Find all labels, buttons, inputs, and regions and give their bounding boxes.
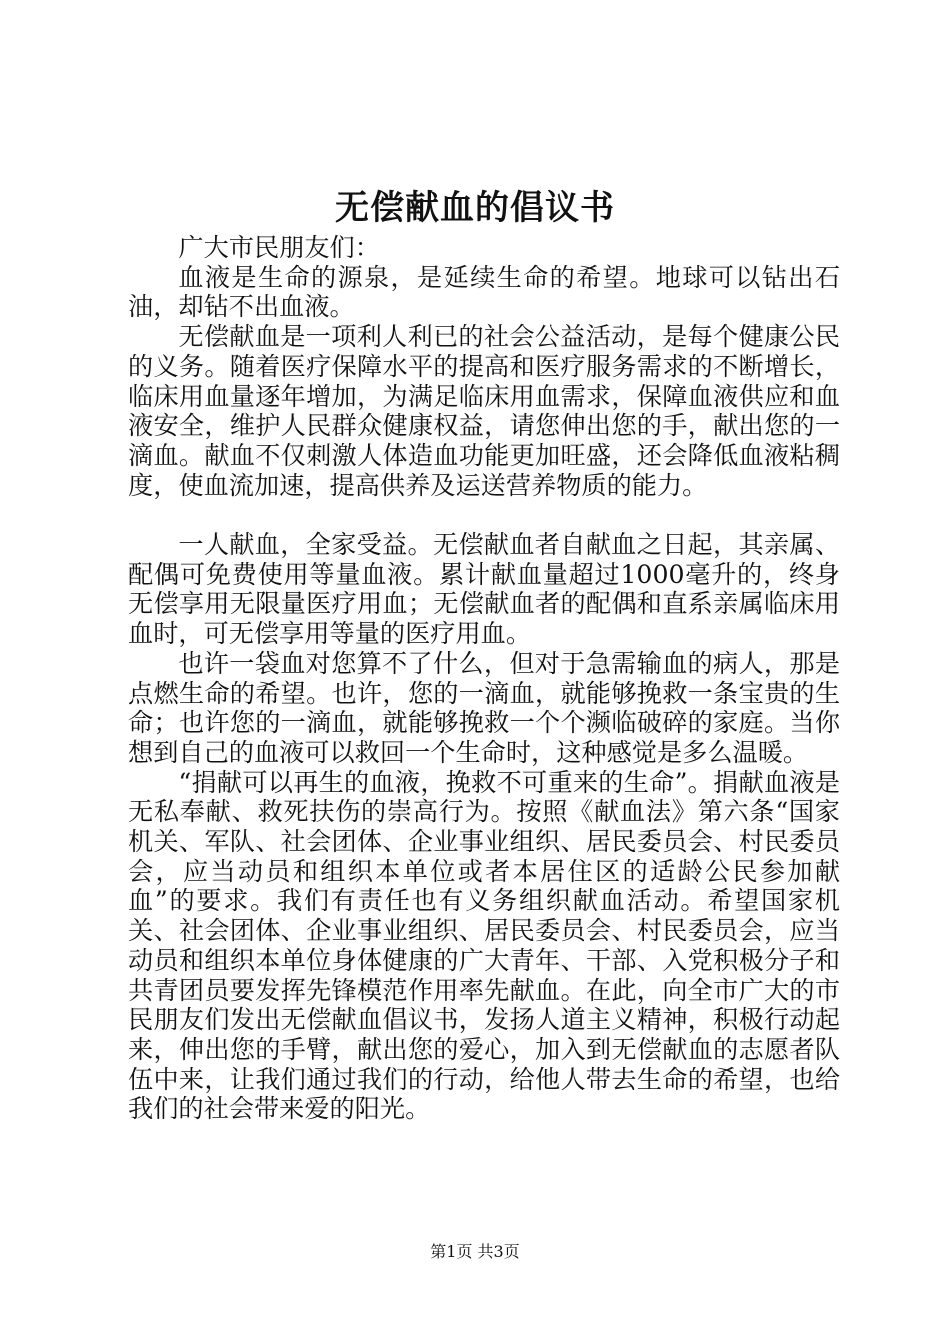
paragraph-3: 一人献血，全家受益。无偿献血者自献血之日起，其亲属、配偶可免费使用等量血液。累计献血量超过1000毫升的，终身无偿享用无限量医疗用血；无偿献血者的配偶和直系亲属临床用血时，可无偿享用等量的医疗用血。	[128, 530, 840, 649]
paragraph-1: 血液是生命的源泉，是延续生命的希望。地球可以钻出石油，却钻不出血液。	[128, 262, 840, 322]
paragraph-5: “捐献可以再生的血液，挽救不可重来的生命”。捐献血液是无私奉献、救死扶伤的崇高行为。按照《献血法》第六条“国家机关、军队、社会团体、企业事业组织、居民委员会、村民委员会，应当动员和组织本单位或者本居住区的适龄公民参加献血”的要求。我们有责任也有义务组织献血活动。希望国家机关、社会团体、企业事业组织、居民委员会、村民委员会，应当动员和组织本单位身体健康的广大青年、干部、入党积极分子和共青团员要发挥先锋模范作用率先献血。在此，向全市广大的市民朋友们发出无偿献血倡议书，发扬人道主义精神，积极行动起来，伸出您的手臂，献出您的爱心，加入到无偿献血的志愿者队伍中来，让我们通过我们的行动，给他人带去生命的希望，也给我们的社会带来爱的阳光。	[128, 767, 840, 1124]
greeting: 广大市民朋友们：	[178, 233, 380, 262]
page-number: 第1页 共3页	[430, 1242, 520, 1261]
paragraph-4: 也许一袋血对您算不了什么，但对于急需输血的病人，那是点燃生命的希望。也许，您的一滴血，就能够挽救一条宝贵的生命；也许您的一滴血，就能够挽救一个个濒临破碎的家庭。当你想到自己的血液可以救回一个生命时，这种感觉是多么温暖。	[128, 648, 840, 767]
paragraph-2: 无偿献血是一项利人利已的社会公益活动，是每个健康公民的义务。随着医疗保障水平的提高和医疗服务需求的不断增长，临床用血量逐年增加，为满足临床用血需求，保障血液供应和血液安全，维护人民群众健康权益，请您伸出您的手，献出您的一滴血。献血不仅刺激人体造血功能更加旺盛，还会降低血液粘稠度，使血流加速，提高供养及运送营养物质的能力。	[128, 322, 840, 500]
document-title: 无偿献血的倡议书	[335, 188, 615, 228]
document-body	[128, 233, 840, 1124]
